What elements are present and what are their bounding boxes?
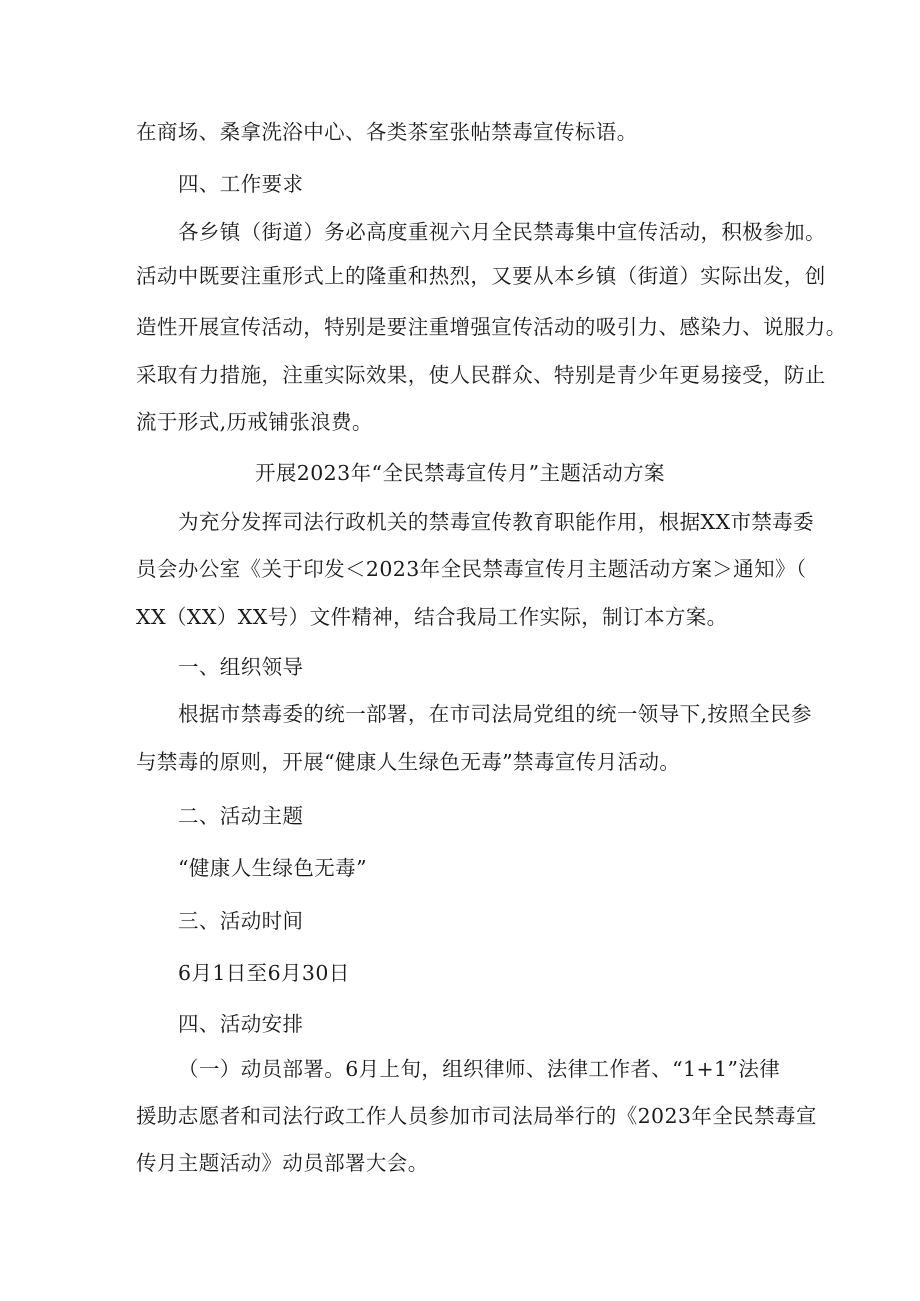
paragraph-line: 传月主题活动》动员部署大会。 (136, 1151, 429, 1175)
paragraph-line: 与禁毒的原则，开展“健康人生绿色无毒”禁毒宣传月活动。 (136, 750, 681, 774)
paragraph-line: 流于形式,历戒铺张浪费。 (136, 410, 373, 434)
section-heading: 四、工作要求 (178, 172, 304, 196)
paragraph-line: XX（XX）XX号）文件精神，结合我局工作实际，制订本方案。 (136, 605, 728, 629)
paragraph-line: 员会办公室《关于印发＜2023年全民禁毒宣传月主题活动方案＞通知》（ (136, 557, 807, 581)
paragraph-line: 采取有力措施，注重实际效果，使人民群众、特别是青少年更易接受，防止 (136, 363, 826, 387)
paragraph-line: 根据市禁毒委的统一部署，在市司法局党组的统一领导下,按照全民参 (178, 702, 812, 726)
paragraph-line: 为充分发挥司法行政机关的禁毒宣传教育职能作用，根据XX市禁毒委 (178, 510, 815, 534)
theme-line: “健康人生绿色无毒” (178, 856, 367, 880)
document-title: 开展2023年“全民禁毒宣传月”主题活动方案 (255, 461, 665, 485)
section-heading: 一、组织领导 (178, 655, 304, 679)
section-heading: 二、活动主题 (178, 804, 304, 828)
section-heading: 三、活动时间 (178, 909, 304, 933)
body-line: 在商场、桑拿洗浴中心、各类茶室张帖禁毒宣传标语。 (136, 120, 638, 144)
section-heading: 四、活动安排 (178, 1012, 304, 1036)
date-range-line: 6月1日至6月30日 (178, 961, 350, 985)
paragraph-line: 造性开展宣传活动，特别是要注重增强宣传活动的吸引力、感染力、说服力。 (136, 315, 847, 339)
paragraph-line: 援助志愿者和司法行政工作人员参加市司法局举行的《2023年全民禁毒宣 (136, 1104, 817, 1128)
paragraph-line: 各乡镇（街道）务必高度重视六月全民禁毒集中宣传活动，积极参加。 (178, 220, 826, 244)
paragraph-line: 活动中既要注重形式上的隆重和热烈，又要从本乡镇（街道）实际出发，创 (136, 264, 826, 288)
paragraph-line: （一）动员部署。6月上旬，组织律师、法律工作者、“1+1”法律 (178, 1057, 781, 1081)
